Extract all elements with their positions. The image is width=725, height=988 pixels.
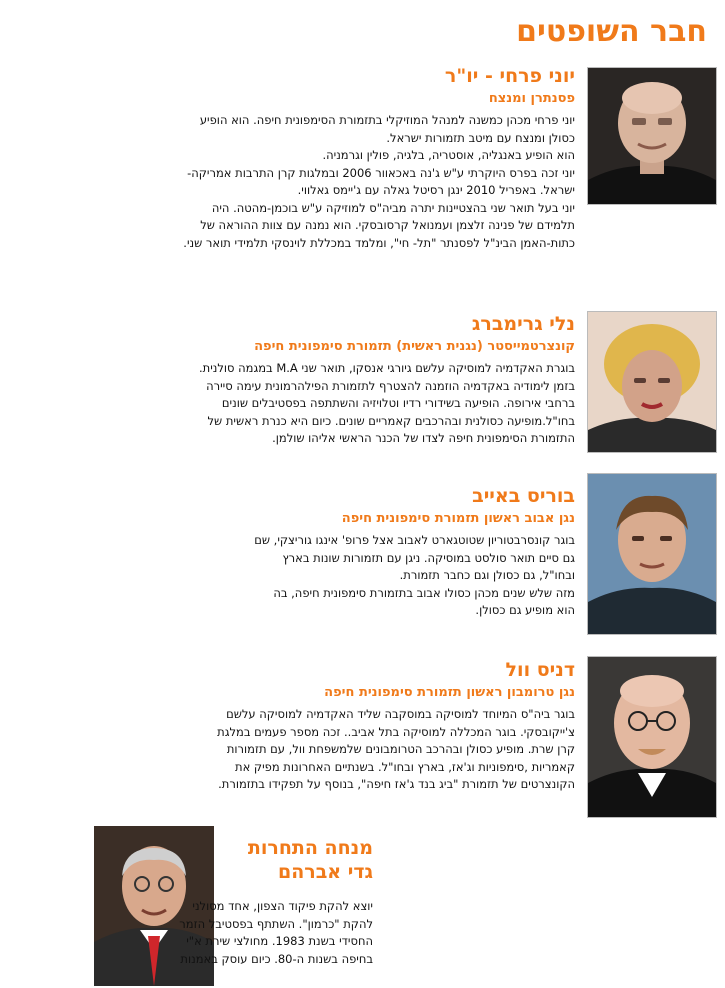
bio-line: יוני פרחי מכהן כמשנה למנהל המוזיקלי בתזמורת הסימפונית חיפה. הוא הופיע [199,113,575,127]
judge-photo-2 [587,311,717,453]
bio-line: צ'ייקובסקי. בוגר המכללה למוסיקה בתל אביב.. זכה מספר פעמים במלגת [217,724,575,739]
portrait-bald-man-icon [588,68,716,204]
bio-line: תלמידם של פנינה זלצמן ועמנואל קרסובסקי. הוא נמנה עם צוות ההוראה של [200,218,575,232]
bio-line: הקונצרטים של תזמורת "ביג בנד ג'אז חיפה", בנוסף על תפקידו בתזמורת. [218,777,575,791]
portrait-blonde-woman-icon [588,312,716,452]
bio-line: כתות-האמן הבינ"ל לפסנתר "תל- חי", ומלמד במכללת לוינסקי תלמידי תואר שני. [183,235,575,250]
host-heading: מנחה התחרות [247,837,373,859]
judge-block-1 [15,64,575,252]
judge-photo-1 [587,67,717,205]
portrait-bald-man-glasses-icon [588,657,716,817]
bio-line: בחו"ל.מופיעה כסולנית ובהרכבים קאמריים שונים. כיום היא כנרת ראשית של [207,413,575,428]
bio-line: בוגרת האקדמיה למוסיקה עלשם גיורגי אנסקו, תואר שני M.A במגמה סולנית. [198,361,575,375]
bio-line: החסידי בשנת 1983. מחולצי שירת א"י [186,934,373,948]
judge-block-4 [15,658,575,794]
bio-line: להקת "כרמון". השתתף בפסטיבל הזמר [179,916,373,931]
judge-block-3 [15,484,575,620]
judge-role: נגן טרומבון ראשון תזמורת סימפונית חיפה [324,685,575,700]
bio-line: בוגר קונסרבטוריון שטוטגארט לאבוב אצל פרופ' אינגו גוריצקי, שם [254,533,575,547]
judge-name: נלי גרימברג [471,313,575,335]
judge-photo-3 [587,473,717,635]
bio-line: קאמריות ,סימפוניות וג'אז, בארץ ובחו"ל. בשנתיים האחרונות מפיק את [235,759,575,774]
judge-bio [15,112,575,252]
portrait-young-man-icon [588,474,716,634]
judge-role: פסנתרן ומנצח [488,91,575,106]
bio-line: מזה שלש שנים מכהן כסולו אבוב בתזמורת סימפונית חיפה, בה [273,585,575,600]
bio-line: בזמן לימודיה באקדמיה הוזמנה להצטרף לתזמורת הפילהרמונית עימה סיירה [206,378,575,393]
bio-line: ישראל. באפריל 2010 ינגן רסיטל גאלה עם ג'יימס גאלווי. [297,183,575,197]
judge-role: נגן אבוב ראשון תזמורת סימפונית חיפה [341,511,575,526]
host-block [173,836,373,968]
bio-line: הוא הופיע באנגליה, אוסטריה, בלגיה, פולין וגרמניה. [322,148,575,162]
host-name: גדי אברהם [277,861,373,883]
bio-line: ברחבי אירופה. הופיעה בשידורי רדיו וטלויזיה והשתתפה בפסטיבלים שונים [221,396,575,410]
judge-photo-4 [587,656,717,818]
bio-line: יוצא להקת פיקוד הצפון, אחד מסולני [192,899,373,913]
bio-line: יוני זכה בפרס היוקרתי ע"ש ג'נה באכאוור 2006 ובמלגות קרן התרבות אמריקה- [187,165,575,180]
judge-name: יוני פרחי - יו"ר [444,65,575,87]
bio-line: יוני בעל תואר שני בהצטיינות יתרה מביה"ס למוזיקה ע"ש בוכמן-מהטה. היה [211,200,575,215]
bio-line: בחיפה בשנות ה-80. כיום עוסק באמנות [180,951,373,966]
bio-line: ובחו"ל, גם כסולן וגם כחבר תזמורת. [399,568,575,582]
host-bio [173,898,373,968]
judge-role: קונצרטמייסטר (נגנית ראשית) תזמורת סימפונית חיפה [254,339,575,354]
bio-line: כסולן ומנצח עם מיטב תזמורות ישראל. [386,130,575,145]
page-title: חבר השופטים [516,14,707,49]
judge-name: דניס וול [505,659,575,681]
bio-line: הוא מופיע גם כסולן. [475,603,575,617]
judge-bio [15,532,575,620]
bio-line: בוגר ביה"ס המיוחד למוסיקה במוסקבה שליד האקדמיה למוסיקה עלשם [226,707,575,721]
judge-bio [15,706,575,794]
judge-bio [15,360,575,448]
bio-line: התזמורת הסימפונית חיפה לצדו של הכנר הראשי אליהו שולמן. [272,431,575,445]
judge-name: בוריס באייב [472,485,575,507]
judge-block-2 [15,312,575,448]
bio-line: קרן שרת. מופיע כסולן ובהרכב הטרומבונים שלמשפחת וול, עם תזמורות [226,742,575,756]
bio-line: גם סיים תואר סולסט במוסיקה. ניגן עם תזמורות שונות בארץ [282,550,575,565]
